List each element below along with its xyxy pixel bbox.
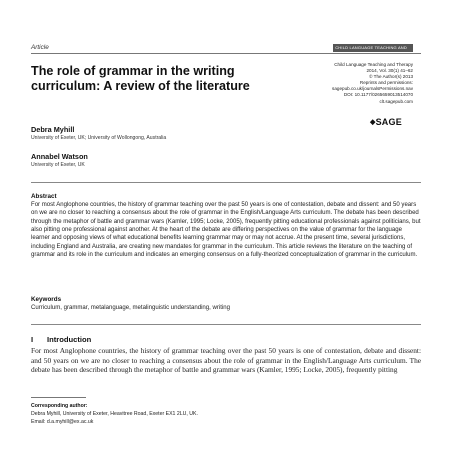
- journal-info: [290, 62, 413, 105]
- intro-rule: [31, 324, 421, 325]
- article-type-label: Article: [31, 44, 49, 51]
- corresponding-author-address: Debra Myhill, University of Exeter, Heavitree Road, Exeter EX1 2LU, UK.: [31, 411, 198, 417]
- doi-line[interactable]: DOI: 10.1177/0265659013514070: [343, 92, 413, 98]
- copyright-line: © The Author(s) 2013: [369, 74, 413, 80]
- author-name: Annabel Watson: [31, 152, 88, 161]
- author-affiliation: University of Exeter, UK: [31, 162, 85, 168]
- keywords-heading: Keywords: [31, 296, 62, 303]
- abstract-text: For most Anglophone countries, the history of grammar teaching over the past 50 years is one of contestation, debate and dissent: and 50 years on we are no closer to reaching a consensus about the role of grammar in the English/Language Arts curriculum. The debate has been described through the metaphor of battle and grammar wars (Kamler, 1995; Locke, 2005), frequently pitting educational professionals against politicians, but also pitting one professional against another. At the heart of the debate are differing perspectives on the value of grammar for the language learner and opposing views of what educational benefits learning grammar may or may not accrue. At the present time, several jurisdictions, including England and Australia, are creating new mandates for grammar in the curriculum. This article reviews the literature on the teaching of grammar and its role in the curriculum and indicates an emerging consensus on a fully-theorized conceptualization of grammar in the curriculum.: [31, 202, 421, 258]
- corresponding-author-email[interactable]: Email: d.a.myhill@ex.ac.uk: [31, 419, 94, 425]
- section-number: I: [31, 335, 34, 344]
- publisher-logo: [370, 117, 402, 127]
- journal-url[interactable]: clt.sagepub.com: [379, 98, 413, 104]
- abstract-heading: Abstract: [31, 193, 57, 200]
- section-heading: [31, 335, 91, 344]
- sage-logo-icon: ◆: [370, 119, 376, 126]
- journal-banner: CHILD LANGUAGE TEACHING AND THERAPY: [333, 44, 413, 52]
- permissions-link[interactable]: sagepub.co.uk/journalsPermissions.nav: [332, 86, 413, 92]
- header-rule: [31, 53, 421, 54]
- author-name: Debra Myhill: [31, 125, 75, 134]
- reprints-line: Reprints and permissions:: [359, 80, 413, 86]
- introduction-text: For most Anglophone countries, the history of grammar teaching over the past 50 years is one of contestation, debate and dissent: and 50 years on we are no closer to reaching a consensus about the role of grammar in the English/Language Arts curriculum. The debate has been described through the metaphor of battle and grammar wars (Kamler, 1995; Locke, 2005), frequently pitting: [31, 346, 421, 374]
- article-title: The role of grammar in the writing curriculum: A review of the literature: [31, 64, 250, 93]
- corresponding-author-heading: Corresponding author:: [31, 403, 88, 409]
- publisher-logo-text: SAGE: [375, 117, 402, 127]
- author-affiliation: University of Exeter, UK; University of Wollongong, Australia: [31, 135, 167, 141]
- footnote-rule: [31, 397, 86, 398]
- keywords-text: Curriculum, grammar, metalanguage, metalinguistic understanding, writing: [31, 305, 230, 311]
- journal-volume: 2014, Vol. 30(1) 41–62: [366, 68, 413, 74]
- abstract-rule: [31, 182, 421, 183]
- section-title: Introduction: [47, 335, 92, 344]
- journal-name: Child Language Teaching and Therapy: [334, 62, 413, 67]
